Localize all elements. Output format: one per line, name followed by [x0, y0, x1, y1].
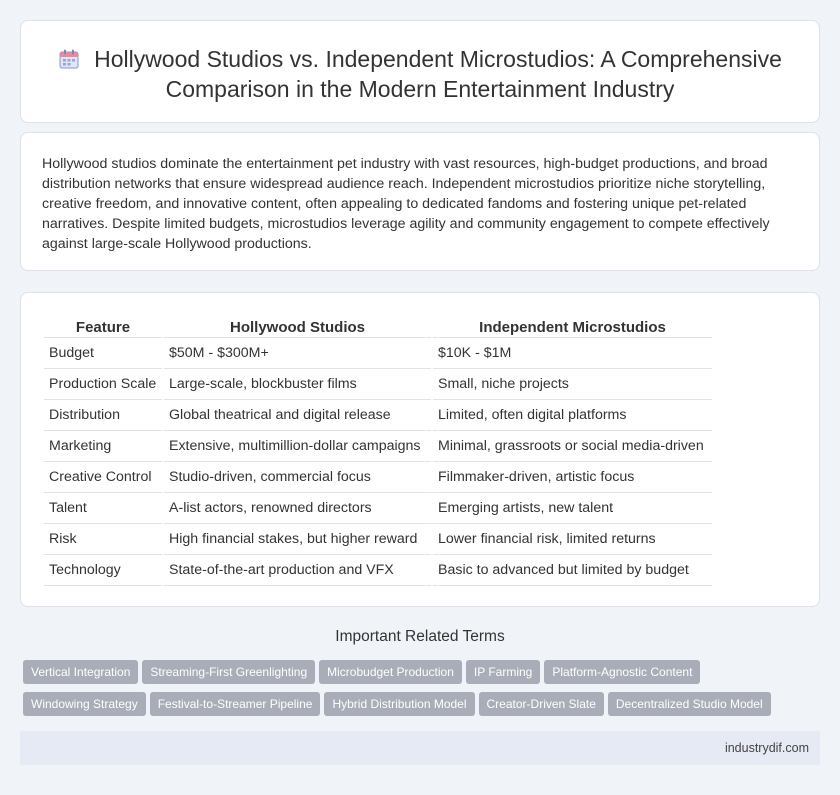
hollywood-cell: $50M - $300M+	[164, 338, 431, 369]
hollywood-cell: Extensive, multimillion-dollar campaigns	[164, 431, 431, 462]
tag-microbudget-production[interactable]: Microbudget Production	[319, 660, 462, 684]
table-row	[44, 400, 712, 431]
tag-row	[23, 660, 813, 692]
related-terms-heading: Important Related Terms	[335, 628, 505, 645]
feature-cell: Marketing	[44, 431, 162, 462]
footer-site-link[interactable]: industrydif.com	[724, 741, 809, 755]
footer	[20, 731, 820, 765]
microstudio-cell: Lower financial risk, limited returns	[433, 524, 712, 555]
related-terms-tags	[23, 660, 813, 724]
table-row	[44, 431, 712, 462]
microstudio-cell: Minimal, grassroots or social media-driven	[433, 431, 712, 462]
tag-row	[23, 692, 813, 724]
hollywood-cell: Large-scale, blockbuster films	[164, 369, 431, 400]
table-row	[44, 493, 712, 524]
feature-cell: Distribution	[44, 400, 162, 431]
intro-card	[20, 132, 820, 271]
page-title-text: Hollywood Studios vs. Independent Microstudios: A Comprehensive Comparison in the Modern Entertainment Industry	[94, 46, 782, 102]
tag-ip-farming[interactable]: IP Farming	[466, 660, 540, 684]
microstudio-cell: Limited, often digital platforms	[433, 400, 712, 431]
microstudio-cell: Basic to advanced but limited by budget	[433, 555, 712, 586]
page-title	[21, 21, 819, 104]
comparison-table-card	[20, 292, 820, 607]
table-row	[44, 369, 712, 400]
tag-platform-agnostic-content[interactable]: Platform-Agnostic Content	[544, 660, 700, 684]
hollywood-cell: Global theatrical and digital release	[164, 400, 431, 431]
feature-cell: Talent	[44, 493, 162, 524]
table-row	[44, 524, 712, 555]
microstudio-cell: $10K - $1M	[433, 338, 712, 369]
column-header-hollywood: Hollywood Studios	[164, 313, 431, 338]
feature-cell: Technology	[44, 555, 162, 586]
tag-hybrid-distribution-model[interactable]: Hybrid Distribution Model	[324, 692, 474, 716]
hollywood-cell: Studio-driven, commercial focus	[164, 462, 431, 493]
feature-cell: Risk	[44, 524, 162, 555]
tag-creator-driven-slate[interactable]: Creator-Driven Slate	[479, 692, 604, 716]
table-row	[44, 462, 712, 493]
column-header-feature: Feature	[44, 313, 162, 338]
feature-cell: Production Scale	[44, 369, 162, 400]
table-row	[44, 338, 712, 369]
table-header-row	[44, 313, 712, 338]
calendar-icon	[58, 48, 80, 70]
column-header-microstudios: Independent Microstudios	[433, 313, 712, 338]
table-row	[44, 555, 712, 586]
tag-vertical-integration[interactable]: Vertical Integration	[23, 660, 138, 684]
hollywood-cell: A-list actors, renowned directors	[164, 493, 431, 524]
tag-festival-to-streamer-pipeline[interactable]: Festival-to-Streamer Pipeline	[150, 692, 321, 716]
tag-streaming-first-greenlighting[interactable]: Streaming-First Greenlighting	[142, 660, 315, 684]
microstudio-cell: Filmmaker-driven, artistic focus	[433, 462, 712, 493]
title-card	[20, 20, 820, 123]
comparison-table	[42, 313, 714, 586]
intro-paragraph: Hollywood studios dominate the entertainment pet industry with vast resources, high-budget productions, and broad distribution networks that ensure widespread audience reach. Independent microstudios prioritize niche storytelling, creative freedom, and innovative content, often appealing to dedicated fandoms and fostering unique pet-related narratives. Despite limited budgets, microstudios leverage agility and community engagement to compete effectively against large-scale Hollywood productions.	[42, 156, 770, 252]
hollywood-cell: High financial stakes, but higher reward	[164, 524, 431, 555]
hollywood-cell: State-of-the-art production and VFX	[164, 555, 431, 586]
feature-cell: Budget	[44, 338, 162, 369]
feature-cell: Creative Control	[44, 462, 162, 493]
tag-decentralized-studio-model[interactable]: Decentralized Studio Model	[608, 692, 771, 716]
microstudio-cell: Small, niche projects	[433, 369, 712, 400]
microstudio-cell: Emerging artists, new talent	[433, 493, 712, 524]
tag-windowing-strategy[interactable]: Windowing Strategy	[23, 692, 146, 716]
